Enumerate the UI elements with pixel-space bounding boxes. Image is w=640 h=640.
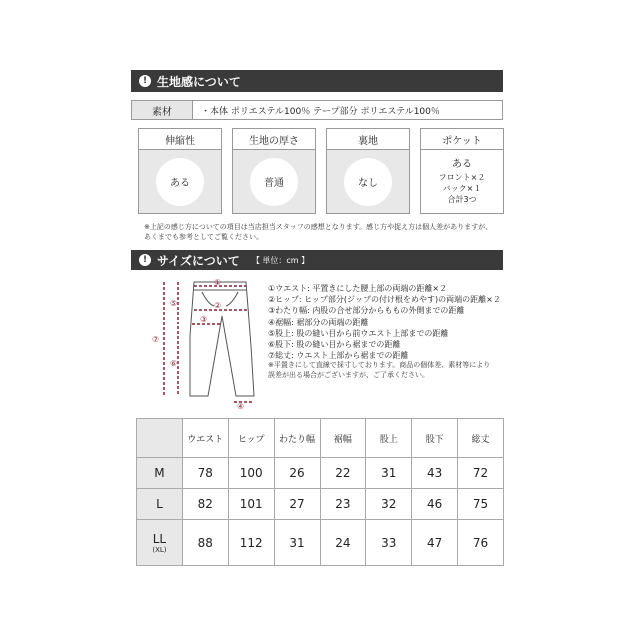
size-label: LL (XL) [137, 520, 183, 566]
table-cell: 32 [366, 489, 412, 520]
fabric-section-title: 生地感について [157, 74, 241, 89]
legend-item: ①ウエスト: 平置きにした腰上部の両端の距離×２ [268, 284, 448, 293]
marker-inseam: ⑥ [170, 359, 178, 368]
table-cell: 43 [412, 458, 458, 489]
material-label: 素材 [132, 101, 193, 119]
material-value: ・本体 ポリエステル100％ テープ部分 ポリエステル100％ [201, 106, 440, 117]
table-cell: 33 [366, 520, 412, 566]
legend-item: ⑥股下: 股の縫い目から裾までの距離 [268, 340, 401, 350]
table-cell: 112 [228, 520, 274, 566]
pocket-line: フロント×２ [438, 172, 486, 182]
marker-rise: ⑤ [170, 299, 178, 308]
table-row [137, 520, 504, 566]
size-table [136, 418, 504, 566]
pocket-line: 合計3つ [447, 194, 477, 204]
exclamation-icon: ! [139, 75, 151, 87]
card-title: ポケット [421, 129, 503, 150]
col-header: 股下 [412, 419, 458, 458]
table-cell: 75 [458, 489, 504, 520]
table-cell: 82 [182, 489, 228, 520]
pants-diagram [150, 276, 262, 410]
marker-hem: ④ [237, 402, 245, 410]
table-cell: 46 [412, 489, 458, 520]
size-section-header [131, 250, 503, 270]
card-title: 伸縮性 [139, 129, 221, 150]
size-note: ※平置きにして直線で採寸しております。商品の個体差、素材等により 誤差が出る場合がございますが、ご了承ください。 [268, 361, 491, 379]
table-cell: 78 [182, 458, 228, 489]
size-label: M [137, 458, 183, 489]
pocket-line: バック×１ [442, 183, 482, 193]
size-section-title: サイズについて [157, 253, 240, 268]
legend-item: ③わたり幅: 内股の合せ部分からももの外側までの距離 [268, 306, 465, 316]
table-row [137, 458, 504, 489]
card-value: 普通 [250, 158, 298, 206]
card-value: なし [344, 158, 392, 206]
table-cell: 47 [412, 520, 458, 566]
card-value: ある [452, 158, 472, 170]
card-value: ある [156, 158, 204, 206]
measurement-legend [268, 283, 501, 361]
col-header: 股上 [366, 419, 412, 458]
marker-waist: ① [214, 278, 222, 287]
card-stretch [138, 128, 222, 214]
card-title: 生地の厚さ [233, 129, 315, 150]
table-row [137, 489, 504, 520]
card-thickness [232, 128, 316, 214]
table-cell: 31 [274, 520, 320, 566]
col-header: ヒップ [228, 419, 274, 458]
fabric-cards [138, 128, 504, 214]
fabric-note: ※上記の感じ方についての項目は当店担当スタッフの感想となります。感じ方や捉え方は個人差がありますが、 あくまでも参考としてご覧ください。 [144, 223, 493, 241]
col-header: ウエスト [182, 419, 228, 458]
table-cell: 27 [274, 489, 320, 520]
table-cell: 101 [228, 489, 274, 520]
marker-length: ⑦ [152, 335, 160, 344]
table-cell: 88 [182, 520, 228, 566]
size-label: L [137, 489, 183, 520]
unit-label: 【 単位：cm 】 [251, 255, 310, 265]
card-pocket [420, 128, 504, 214]
table-cell: 72 [458, 458, 504, 489]
fabric-section-header [131, 70, 503, 92]
col-header: 裾幅 [320, 419, 366, 458]
exclamation-icon: ! [139, 254, 151, 266]
table-header-row [137, 419, 504, 458]
table-cell: 26 [274, 458, 320, 489]
card-title: 裏地 [327, 129, 409, 150]
size-sub-label: (XL) [152, 545, 167, 554]
table-cell: 23 [320, 489, 366, 520]
card-lining [326, 128, 410, 214]
legend-item: ⑤股上: 股の縫い目から前ウエスト上部までの距離 [268, 328, 449, 338]
col-header: わたり幅 [274, 419, 320, 458]
table-cell: 31 [366, 458, 412, 489]
col-header: 総丈 [458, 419, 504, 458]
pants-outline [190, 282, 254, 396]
material-row [131, 100, 503, 120]
table-cell: 100 [228, 458, 274, 489]
table-corner [137, 419, 183, 458]
legend-item: ②ヒップ: ヒップ部分(ジップの付け根をめやす)の両端の距離×２ [268, 295, 501, 305]
legend-item: ④裾幅: 裾部分の両端の距離 [268, 317, 369, 327]
marker-hip: ② [214, 301, 222, 310]
table-cell: 76 [458, 520, 504, 566]
table-cell: 22 [320, 458, 366, 489]
table-cell: 24 [320, 520, 366, 566]
legend-item: ⑦総丈: ウエスト上部から裾までの距離 [268, 351, 409, 361]
marker-thigh: ③ [200, 315, 208, 324]
